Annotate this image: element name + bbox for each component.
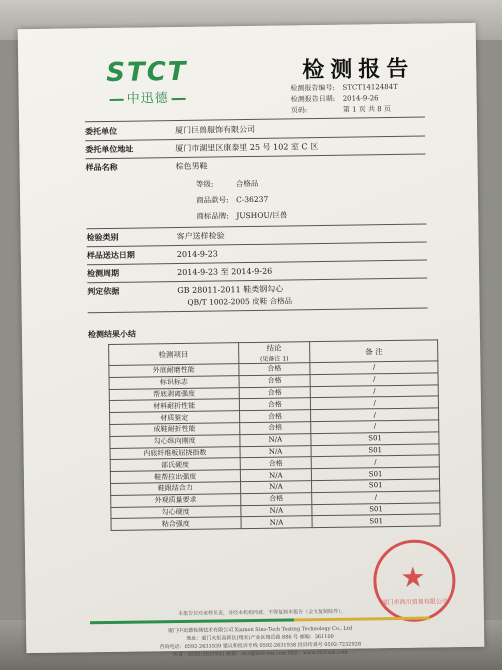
footer-contact (90, 624, 430, 661)
cell-remark: S01 (311, 443, 439, 457)
cell-result: 合格 (240, 457, 312, 470)
cell-remark: S01 (311, 432, 439, 446)
cell-result: N/A (240, 469, 312, 482)
cell-item: 材质鉴定 (110, 411, 240, 425)
cell-item: 鞋跟结合力 (111, 482, 241, 496)
cell-item: 勾心硬度 (111, 505, 241, 519)
logo-text: STCT (106, 56, 188, 88)
brand-field: 商标品牌: JUSHOU/巨兽 (196, 210, 288, 221)
cell-result: N/A (241, 516, 313, 529)
cell-item: 外底耐磨性能 (109, 364, 239, 378)
cell-result: N/A (240, 504, 312, 517)
cell-remark: / (312, 491, 440, 505)
cell-result: 合格 (239, 398, 311, 411)
cell-remark: / (310, 361, 438, 375)
cell-result: N/A (239, 433, 311, 446)
header-item: 检测项目 (109, 343, 239, 366)
cell-item: 部氏硬度 (110, 458, 240, 472)
cell-remark: / (311, 408, 439, 422)
header-remark: 备 注 (310, 340, 438, 363)
cell-item: 材料耐折性能 (109, 399, 239, 413)
cell-remark: / (311, 396, 439, 410)
cell-result: N/A (240, 445, 312, 458)
cell-remark: / (311, 420, 439, 434)
cell-remark: / (311, 384, 439, 398)
divider (86, 224, 426, 230)
cell-result: 合格 (238, 363, 310, 376)
cell-result: N/A (240, 481, 312, 494)
report-page: STCT 中迅德 检测报告 检测报告编号: STCT1412484T 检测报告日期: 2014-9-26 页码: 第 1 页 共 8 页 委托单位 厦门巨兽服饰有限公司 委托单位地址 厦门市湖里区康泰里 25 号 102 室 C 区 样品名称 棕色男鞋 等级: 合格品 商品款号: C-36237 商标品牌: JUSHOU/巨兽 检验类别 客户送样检验 样品送达日期 2014-9-23 检测周期 2014-9-23 至 2014-9-26 判定依据 GB 28011-2011 鞋类钢勾心 QB/T 1002-2005 皮鞋 合格品 检测结果小结 检测项目 结论 (见备注 1) 备 注 外底耐磨性能 合格 / 标识标志 合格 / 帮底剥离强度 合格 / 材料耐折性能 合格 / 材质鉴定 合格 / 成鞋耐折性能 合格 / 勾心纵向刚度 N/A S01 内底纤维板屈挠指数 N/A S01 部氏硬度 合格 / 鞋帮拉出强度 N/A S01 鞋跟结合力 N/A S01 外观质量要求 合格 / 勾心硬度 N/A S01 粘合强度 N/A S01 ★ 厦门市尚川贸易有限公司 本报告仅对来样负责，非经本机构同意，不得复制本报告（全文复制除外）。 厦门中迅德检测技术有限公司 Xiamen Sino-Tech Testing Technology Co., Ltd 地址：厦门火炬高新区(翔安)产业区翔岳路 886 号 邮编：361100 咨询电话：0592-2631939 建议和投诉专线 0592-2631938 投诉传真号 0592-7232928 传真：0592-2631941 邮箱：stct@stct-xm.com 网址：www.stct-xm.com (18, 23, 485, 653)
cell-result: 合格 (239, 386, 311, 399)
report-meta: 检测报告编号: STCT1412484T 检测报告日期: 2014-9-26 页码: 第 1 页 共 8 页 (290, 82, 398, 115)
cell-result: 合格 (239, 374, 311, 387)
cell-remark: S01 (312, 502, 440, 516)
divider (88, 308, 428, 314)
page-count: 第 1 页 共 8 页 (342, 105, 391, 114)
header-result: 结论 (见备注 1) (238, 342, 310, 364)
footer-company: 厦门中迅德检测技术有限公司 Xiamen Sino-Tech Testing Technology Co., Ltd (168, 625, 353, 635)
cell-item: 外观质量要求 (111, 493, 241, 507)
star-icon: ★ (400, 560, 426, 594)
footer-contacts: 传真：0592-2631941 邮箱：stct@stct-xm.com 网址：www.stct-xm.com (173, 649, 348, 659)
cell-remark: / (310, 373, 438, 387)
cell-remark: / (312, 455, 440, 469)
footer-phones: 咨询电话：0592-2631939 建议和投诉专线 0592-2631938 投诉传真号 0592-7232928 (159, 641, 362, 651)
footer-bar (90, 617, 430, 625)
stct-logo (106, 58, 217, 107)
cell-result: 合格 (240, 492, 312, 505)
grade-field: 等级: 合格品 (195, 178, 259, 189)
summary-title: 检测结果小结 (87, 328, 136, 340)
report-title: 检测报告 (302, 55, 415, 84)
footer-address: 地址：厦门火炬高新区(翔安)产业区翔岳路 886 号 邮编：361100 (186, 633, 334, 642)
divider (85, 117, 425, 123)
footer-note: 本报告仅对来样负责，非经本机构同意，不得复制本报告（全文复制除外）。 (178, 608, 346, 618)
report-date: 2014-9-26 (342, 94, 379, 103)
cell-item: 粘合强度 (111, 517, 241, 531)
seal-text: 厦门市尚川贸易有限公司 (381, 598, 448, 607)
cell-result: 合格 (239, 422, 311, 435)
cell-item: 标识标志 (109, 375, 239, 389)
logo-subtitle: 中迅德 (106, 86, 216, 107)
cell-item: 勾心纵向刚度 (110, 434, 240, 448)
cell-remark: S01 (312, 467, 440, 481)
cell-remark: S01 (312, 479, 440, 493)
cell-item: 内底纤维板屈挠指数 (110, 446, 240, 460)
cell-remark: S01 (312, 514, 440, 528)
cell-item: 帮底剥离强度 (109, 387, 239, 401)
basis-line-2: QB/T 1002-2005 皮鞋 合格品 (187, 296, 293, 307)
cell-result: 合格 (239, 410, 311, 423)
cell-item: 鞋帮拉出强度 (110, 470, 240, 484)
cell-item: 成鞋耐折性能 (110, 423, 240, 437)
model-field: 商品款号: C-36237 (196, 194, 269, 205)
results-table (108, 339, 441, 531)
report-number: STCT1412484T (342, 82, 398, 92)
